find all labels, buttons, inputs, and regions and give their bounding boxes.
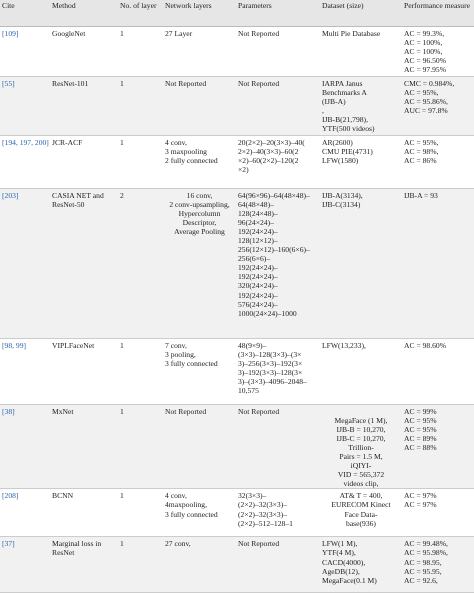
dataset-cell xyxy=(320,404,402,489)
dataset-cell-line: AR(2600) xyxy=(322,137,353,147)
parameters-cell xyxy=(236,338,320,404)
performance-cell-line: AUC = 97.8% xyxy=(404,105,448,115)
dataset-cell-line: Benchmarks A xyxy=(322,87,367,97)
parameters-cell-line: (2×2)–32(3×3)– xyxy=(238,500,288,510)
parameters-cell xyxy=(236,537,320,593)
header-method: Method xyxy=(50,0,118,26)
cite-cell[interactable] xyxy=(0,135,50,188)
network-layers-cell-line: 16 conv, xyxy=(186,190,213,200)
parameters-cell-line: 3)–192(3×3)–128(3× xyxy=(238,367,303,377)
table-row xyxy=(0,404,474,489)
network-layers-cell-line: 2 fully connected xyxy=(165,155,218,165)
method-cell-line: CASIA NET and xyxy=(52,190,104,200)
performance-cell-line: AC = 95.86%, xyxy=(404,96,448,106)
method-cell-line: ResNet xyxy=(52,548,75,558)
dataset-cell-line: MegaFace(0.1 M) xyxy=(322,575,377,585)
method-cell-line: BCNN xyxy=(52,491,74,501)
performance-cell-line: AC = 100%, xyxy=(404,46,443,56)
parameters-cell-line: 10,575 xyxy=(238,385,259,395)
layer-count-cell-line: 1 xyxy=(120,491,124,501)
dataset-cell-line: IJB-A(3134), xyxy=(322,190,363,200)
layer-count-cell xyxy=(118,76,163,135)
dataset-cell-line: Trillion- xyxy=(348,442,374,452)
parameters-cell xyxy=(236,489,320,537)
dataset-cell-line: EURECOM Kinect xyxy=(331,500,391,510)
cite-cell-line: [98, 99] xyxy=(2,340,27,350)
performance-cell-line: AC = 95% xyxy=(404,415,437,425)
parameters-cell-line: 192(24×24)– xyxy=(238,226,278,236)
table-header-row xyxy=(0,0,474,26)
parameters-cell-line: 1000(24×24)–1000 xyxy=(238,308,297,318)
performance-cell xyxy=(402,404,474,489)
method-cell-line: ResNet-101 xyxy=(52,78,89,88)
parameters-cell xyxy=(236,76,320,135)
performance-cell xyxy=(402,26,474,76)
dataset-cell xyxy=(320,26,402,76)
network-layers-cell-line: 3 pooling, xyxy=(165,349,196,359)
layer-count-cell xyxy=(118,188,163,338)
dataset-cell-line: IARPA Janus xyxy=(322,78,363,88)
method-cell-line: Marginal loss in xyxy=(52,539,102,549)
dataset-cell-line: base(936) xyxy=(346,518,376,528)
method-cell-line: MxNet xyxy=(52,406,74,416)
performance-cell-line: AC = 99.3%, xyxy=(404,28,445,38)
dataset-cell-line: VID = 565,372 xyxy=(337,470,385,480)
table-row xyxy=(0,338,474,404)
network-layers-cell-line: 3 fully connected xyxy=(165,509,218,519)
performance-cell-line: AC = 95%, xyxy=(404,87,439,97)
dataset-cell-line xyxy=(322,407,400,416)
layer-count-cell-line: 1 xyxy=(120,78,124,88)
header-dataset: Dataset (size) xyxy=(320,0,402,26)
cite-cell[interactable] xyxy=(0,26,50,76)
network-layers-cell-line: Average Pooling xyxy=(174,226,225,236)
performance-cell xyxy=(402,188,474,338)
cite-cell-line: [203] xyxy=(2,190,19,200)
method-cell xyxy=(50,537,118,593)
table-row xyxy=(0,489,474,537)
parameters-cell-line: Not Reported xyxy=(238,78,280,88)
method-cell-line: VIPLFaceNet xyxy=(52,340,95,350)
network-layers-cell xyxy=(163,489,236,537)
dataset-cell-line: LFW(13,233), xyxy=(322,340,366,350)
parameters-cell-line: (2×2)–512–128–1 xyxy=(238,518,293,528)
dataset-cell-line: Multi Pie Database xyxy=(322,28,381,38)
network-layers-cell-line: 4maxpooling, xyxy=(165,500,207,510)
parameters-cell-line: 64(48×48)– xyxy=(238,199,274,209)
dataset-cell-line: Face Data- xyxy=(344,509,378,519)
performance-cell-line: AC = 95%, xyxy=(404,137,439,147)
network-layers-cell xyxy=(163,135,236,188)
network-layers-cell xyxy=(163,338,236,404)
cite-cell[interactable] xyxy=(0,404,50,489)
network-layers-cell-line: Not Reported xyxy=(165,406,207,416)
performance-cell-line: AC = 95.95, xyxy=(404,566,442,576)
parameters-cell-line: (2×2)–32(3×3)– xyxy=(238,509,288,519)
layer-count-cell-line: 2 xyxy=(120,190,124,200)
performance-cell-line: AC = 95% xyxy=(404,424,437,434)
parameters-cell-line: ×2) xyxy=(238,164,249,174)
header-no-of-layer: No. of layer xyxy=(118,0,163,26)
performance-cell-line: AC = 95.98%, xyxy=(404,548,448,558)
parameters-cell-line: 256(6×6)– xyxy=(238,254,271,264)
layer-count-cell xyxy=(118,338,163,404)
dataset-cell-line: IJB-B(21,798), xyxy=(322,114,368,124)
dataset-cell xyxy=(320,338,402,404)
parameters-cell-line: Not Reported xyxy=(238,539,280,549)
network-layers-cell-line: Hypercolumn xyxy=(178,208,221,218)
performance-cell-line: AC = 98.60% xyxy=(404,340,447,350)
performance-cell-line: AC = 88% xyxy=(404,442,437,452)
performance-cell-line: AC = 86% xyxy=(404,155,437,165)
parameters-cell-line: 192(24×24)– xyxy=(238,263,278,273)
dataset-cell-line: YTF(500 videos) xyxy=(322,123,375,133)
network-layers-cell xyxy=(163,76,236,135)
performance-cell-line: AC = 89% xyxy=(404,433,437,443)
layer-count-cell xyxy=(118,135,163,188)
cite-cell[interactable] xyxy=(0,489,50,537)
network-layers-cell-line: 7 conv, xyxy=(165,340,187,350)
parameters-cell-line: 32(3×3)– xyxy=(238,491,267,501)
layer-count-cell-line: 1 xyxy=(120,340,124,350)
dataset-cell-line: CMU PIE(4731) xyxy=(322,146,373,156)
cite-cell[interactable] xyxy=(0,338,50,404)
performance-cell-line: AC = 92.6, xyxy=(404,575,438,585)
parameters-cell xyxy=(236,188,320,338)
network-layers-cell xyxy=(163,26,236,76)
parameters-cell-line: 48(9×9)– xyxy=(238,340,267,350)
method-cell xyxy=(50,404,118,489)
performance-cell-line: IJB-A = 93 xyxy=(404,190,438,200)
parameters-cell-line: 96(24×24)– xyxy=(238,217,274,227)
parameters-cell-line: Not Reported xyxy=(238,406,280,416)
method-cell-line: JCR-ACF xyxy=(52,137,83,147)
dataset-cell-line: IJB-C(3134) xyxy=(322,199,361,209)
performance-cell-line: AC = 99% xyxy=(404,406,437,416)
parameters-cell-line: 3)–(3×3)–4096–2048– xyxy=(238,376,307,386)
performance-cell xyxy=(402,76,474,135)
dataset-cell xyxy=(320,76,402,135)
performance-cell-line: AC = 99.48%, xyxy=(404,539,448,549)
dataset-cell-line: videos clip, xyxy=(343,479,379,489)
parameters-cell xyxy=(236,26,320,76)
parameters-cell-line: 256(12×12)–160(6×6)– xyxy=(238,245,310,255)
method-cell-line: ResNet-50 xyxy=(52,199,85,209)
performance-cell-line: AC = 100%, xyxy=(404,37,443,47)
parameters-cell-line: 128(12×12)– xyxy=(238,235,278,245)
layer-count-cell xyxy=(118,537,163,593)
parameters-cell-line: 64(96×96)–64(48×48)– xyxy=(238,190,310,200)
cite-cell-line: [38] xyxy=(2,406,15,416)
parameters-cell-line: (3×3)–128(3×3)–(3× xyxy=(238,349,302,359)
parameters-cell xyxy=(236,404,320,489)
network-layers-cell-line: 3 maxpooling xyxy=(165,146,207,156)
parameters-cell-line: 576(24×24)– xyxy=(238,299,278,309)
layer-count-cell xyxy=(118,404,163,489)
dataset-cell-line: Pairs = 1.5 M, xyxy=(339,451,383,461)
parameters-cell-line: ×2)–60(2×2)–120(2 xyxy=(238,155,299,165)
method-cell xyxy=(50,338,118,404)
method-cell xyxy=(50,188,118,338)
header-parameters: Parameters xyxy=(236,0,320,26)
performance-cell-line: AC = 97% xyxy=(404,491,437,501)
cite-cell-line: [55] xyxy=(2,78,15,88)
table-row xyxy=(0,135,474,188)
method-cell xyxy=(50,76,118,135)
dataset-cell-line: IJB-B = 10,270, xyxy=(336,424,386,434)
dataset-cell-line: IJB-C = 10,270, xyxy=(336,433,386,443)
performance-cell-line: AC = 97% xyxy=(404,500,437,510)
parameters-cell-line: 2×2)–40(3×3)–60(2 xyxy=(238,146,299,156)
network-layers-cell-line: Not Reported xyxy=(165,78,207,88)
dataset-cell-line: CACD(4000), xyxy=(322,557,366,567)
cite-cell-line: [37] xyxy=(2,539,15,549)
cite-cell-line: [194, 197, 200] xyxy=(2,137,49,147)
layer-count-cell-line: 1 xyxy=(120,539,124,549)
dataset-cell-line: AT& T = 400, xyxy=(339,491,383,501)
parameters-cell-line: 20(2×2)–20(3×3)–40( xyxy=(238,137,305,147)
dataset-cell xyxy=(320,135,402,188)
table-row xyxy=(0,188,474,338)
cite-cell-line: [208] xyxy=(2,491,19,501)
performance-cell-line: AC = 98%, xyxy=(404,146,439,156)
dataset-cell xyxy=(320,537,402,593)
network-layers-cell xyxy=(163,537,236,593)
parameters-cell xyxy=(236,135,320,188)
header-cite: Cite xyxy=(0,0,50,26)
parameters-cell-line: Not Reported xyxy=(238,28,280,38)
cite-cell[interactable] xyxy=(0,537,50,593)
performance-cell xyxy=(402,489,474,537)
network-layers-cell-line: 4 conv, xyxy=(165,491,187,501)
method-cell xyxy=(50,135,118,188)
network-layers-cell-line: 2 conv-upsampling, xyxy=(169,199,230,209)
dataset-cell-line: , xyxy=(322,105,324,115)
performance-cell-line: AC = 97.95% xyxy=(404,64,447,74)
dataset-cell-line: LFW(1 M), xyxy=(322,539,358,549)
method-cell xyxy=(50,26,118,76)
performance-cell xyxy=(402,135,474,188)
network-layers-cell-line: 27 conv, xyxy=(165,539,191,549)
layer-count-cell xyxy=(118,26,163,76)
dataset-cell xyxy=(320,489,402,537)
parameters-cell-line: 128(24×48)– xyxy=(238,208,278,218)
dataset-cell-line: iQIYI- xyxy=(350,461,372,471)
dataset-cell-line: LFW(1580) xyxy=(322,155,359,165)
network-layers-cell-line: Descriptor, xyxy=(182,217,217,227)
performance-cell-line: AC = 96.50% xyxy=(404,55,447,65)
network-layers-cell xyxy=(163,188,236,338)
parameters-cell-line: 3)–256(3×3)–192(3× xyxy=(238,358,303,368)
performance-cell-line: CMC = 0.984%, xyxy=(404,78,455,88)
dataset-cell xyxy=(320,188,402,338)
layer-count-cell-line: 1 xyxy=(120,406,124,416)
network-layers-cell-line: 4 conv, xyxy=(165,137,187,147)
header-performance-measure: Performance measure xyxy=(402,0,474,26)
parameters-cell-line: 192(24×24)– xyxy=(238,290,278,300)
network-layers-cell xyxy=(163,404,236,489)
dataset-cell-line: MegaFace (1 M), xyxy=(334,415,388,425)
layer-count-cell-line: 1 xyxy=(120,28,124,38)
cite-cell-line: [109] xyxy=(2,28,19,38)
parameters-cell-line: 320(24×24)– xyxy=(238,281,278,291)
layer-count-cell-line: 1 xyxy=(120,137,124,147)
parameters-cell-line: 192(24×24)– xyxy=(238,272,278,282)
cite-cell[interactable] xyxy=(0,76,50,135)
table-row xyxy=(0,76,474,135)
method-cell-line: GoogleNet xyxy=(52,28,86,38)
header-network-layers: Network layers xyxy=(163,0,236,26)
dataset-cell-line: (IJB-A) xyxy=(322,96,346,106)
performance-cell-line: AC = 98.95, xyxy=(404,557,442,567)
dataset-cell-line: AgeDB(12), xyxy=(322,566,360,576)
table-row xyxy=(0,537,474,593)
network-layers-cell-line: 3 fully connected xyxy=(165,358,218,368)
cite-cell[interactable] xyxy=(0,188,50,338)
dataset-cell-line: YTF(4 M), xyxy=(322,548,356,558)
table-row xyxy=(0,26,474,76)
layer-count-cell xyxy=(118,489,163,537)
performance-cell xyxy=(402,537,474,593)
network-layers-cell-line: 27 Layer xyxy=(165,28,193,38)
method-cell xyxy=(50,489,118,537)
performance-cell xyxy=(402,338,474,404)
